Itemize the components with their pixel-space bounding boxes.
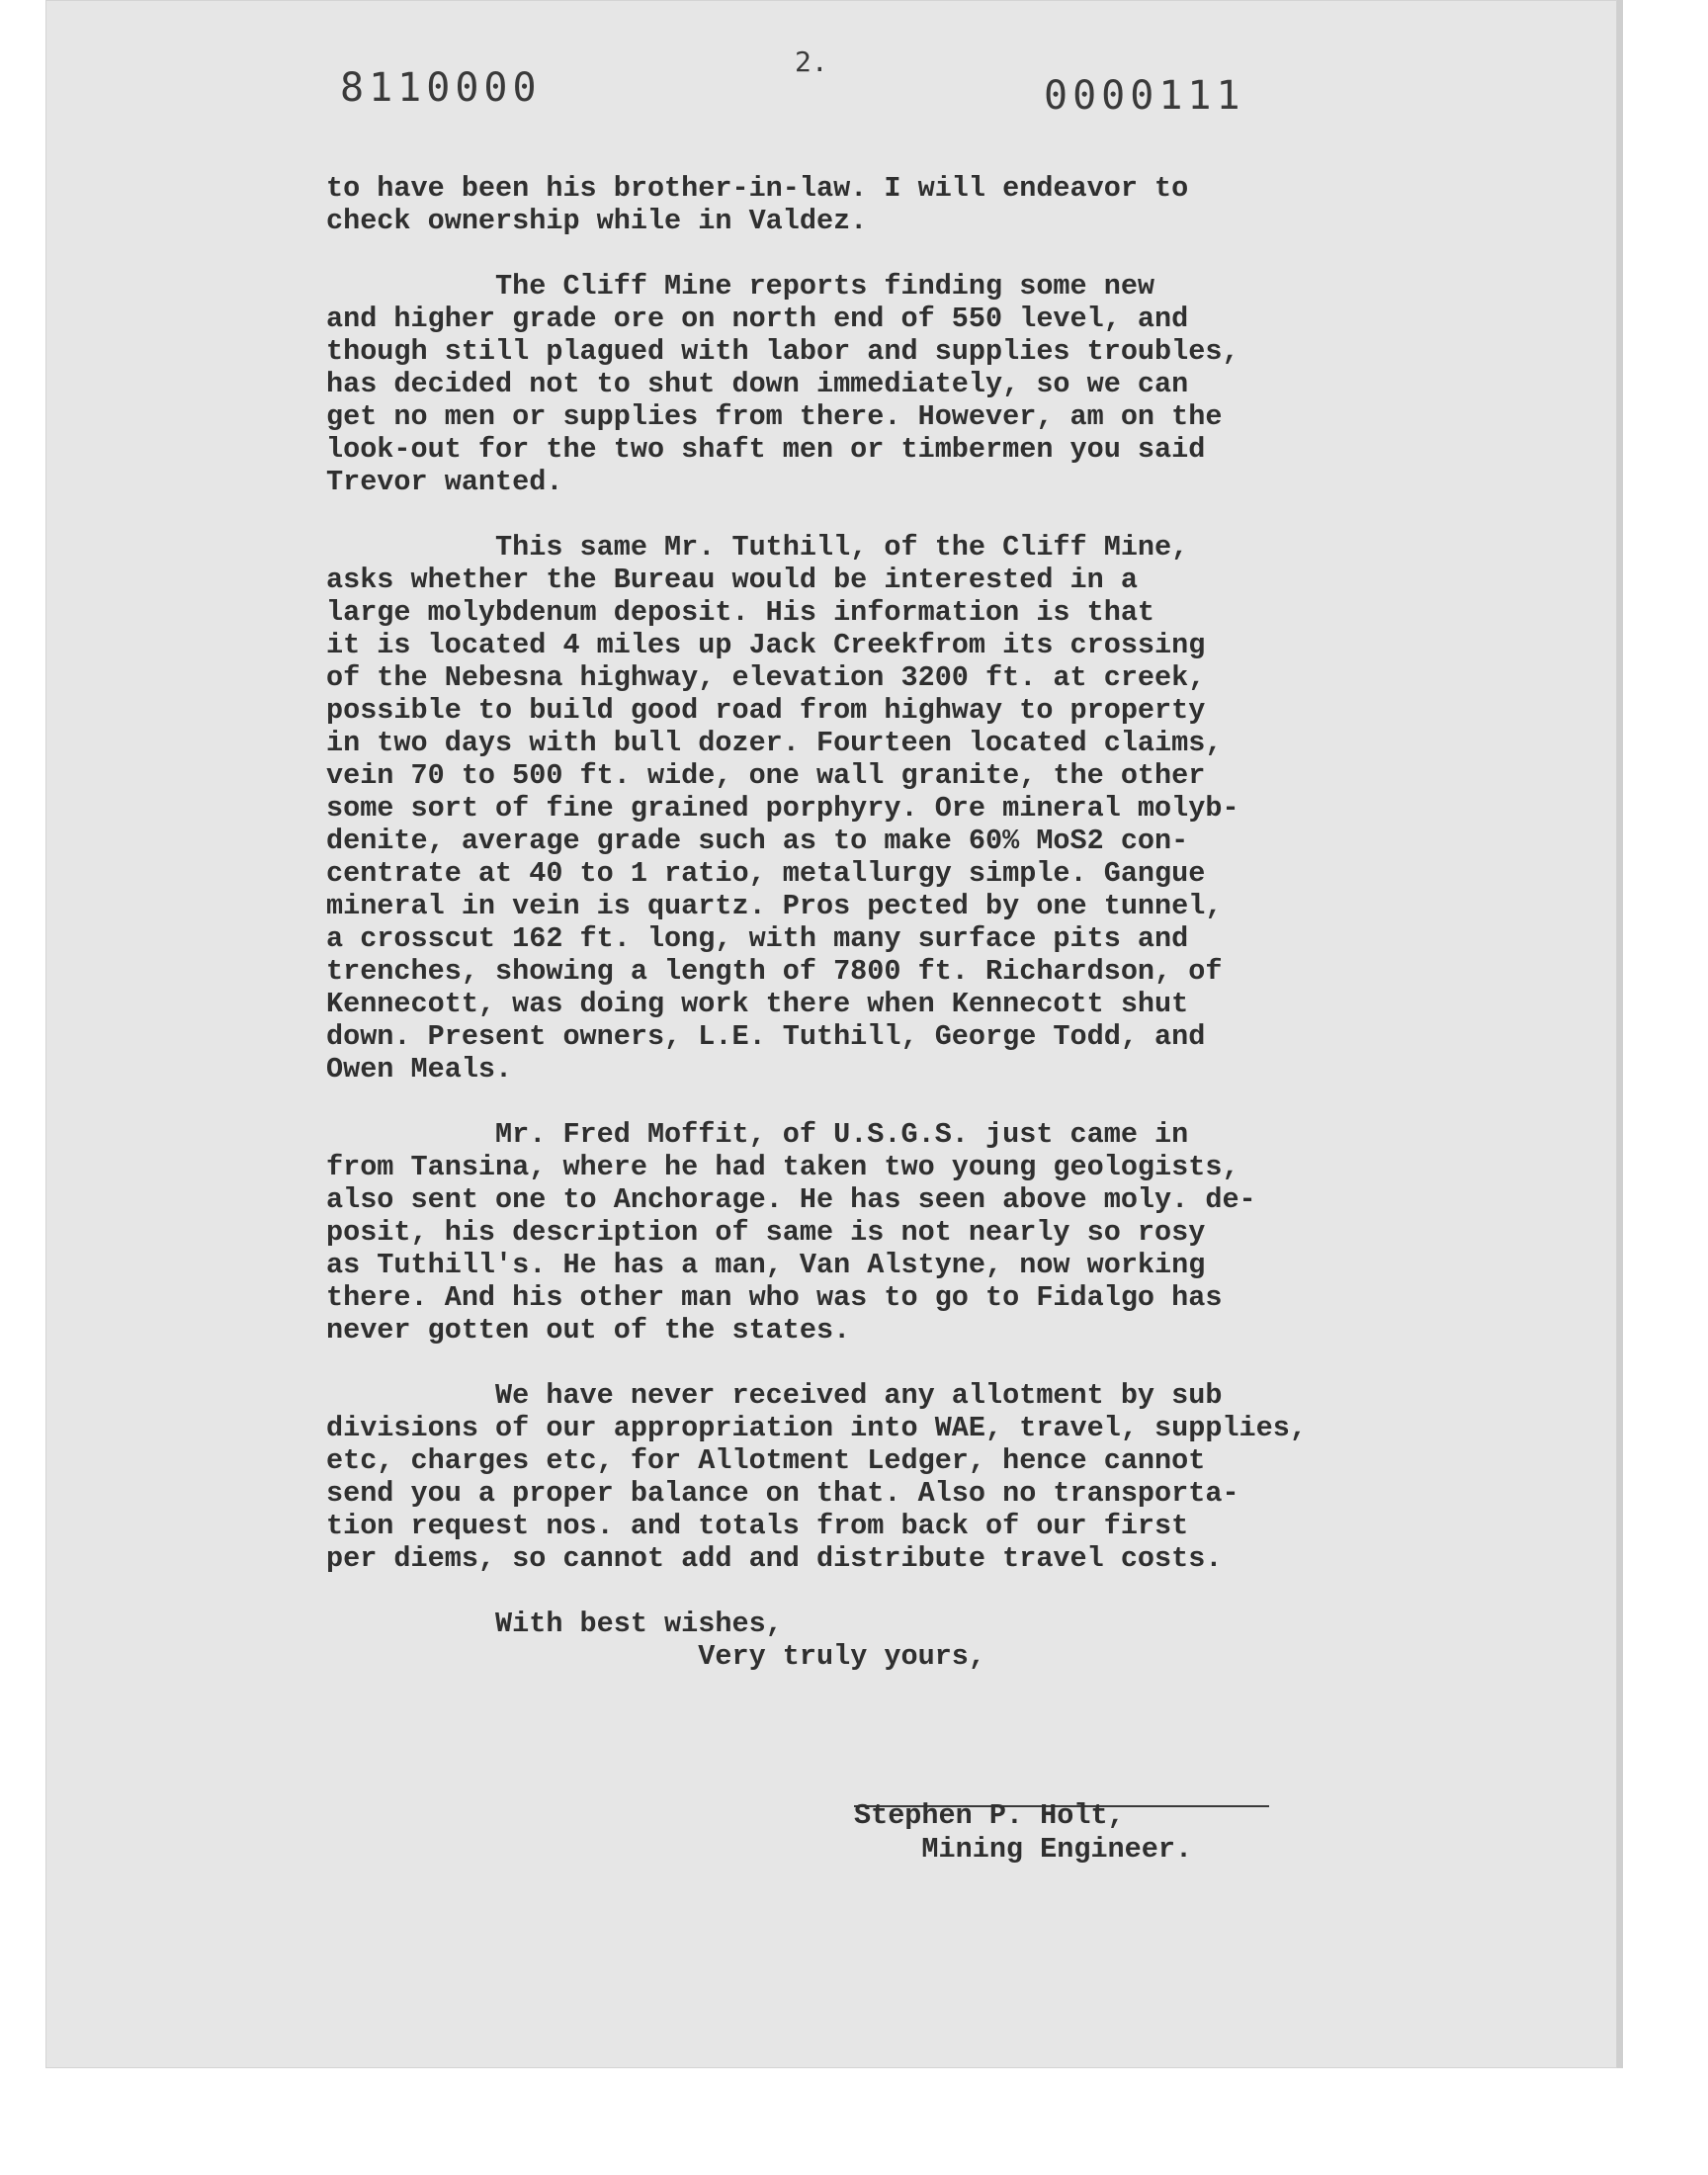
paragraph-fred-moffit: Mr. Fred Moffit, of U.S.G.S. just came in from Tansina, where he had taken two young geologists, also sent one to Anchorage. He has seen above moly. de- posit, his description of same is not nearly so rosy as Tuthill's. He has a man, Van Alstyne, now working there. And his other man who was to go to Fidalgo has never gotten out of the states. (326, 1118, 1256, 1347)
paragraph-cliff-mine: The Cliff Mine reports finding some new and higher grade ore on north end of 550 level, and though still plagued with labor and supplies troubles, has decided not to shut down immediately, so we can get no men or supplies from there. However, am on the look-out for the two shaft men or timbermen you said Trevor wanted. (326, 270, 1239, 498)
document-stamp-number-right: 0000111 (1044, 73, 1245, 119)
scan-edge (1617, 0, 1623, 2068)
page-number: 2. (795, 45, 828, 78)
letter-body (326, 172, 1453, 1673)
salutation: With best wishes, (326, 1608, 783, 1640)
paragraph-allotment: We have never received any allotment by sub divisions of our appropriation into WAE, travel, supplies, etc, charges etc, for Allotment Ledger, hence cannot send you a proper balance on that. Also no transporta- tion request nos. and totals from back of our first per diems, so cannot add and distribute travel costs. (326, 1379, 1307, 1575)
paragraph-continuation: to have been his brother-in-law. I will endeavor to check ownership while in Valdez. (326, 172, 1189, 237)
signature-block (854, 1799, 1192, 1867)
signer-name: Stephen P. Holt, (854, 1799, 1125, 1832)
document-stamp-number-left: 8110000 (340, 65, 542, 111)
complimentary-close: Very truly yours, (326, 1640, 986, 1673)
paragraph-molybdenum-deposit: This same Mr. Tuthill, of the Cliff Mine, asks whether the Bureau would be interested in a large molybdenum deposit. His information is that it is located 4 miles up Jack Creekfrom its crossing of the Nebesna highway, elevation 3200 ft. at creek, possible to build good road from highway to property in two days with bull dozer. Fourteen located claims, vein 70 to 500 ft. wide, one wall granite, the other some sort of fine grained porphyry. Ore mineral molyb- denite, average grade such as to make 60% MoS2 con- centrate at 40 to 1 ratio, metallurgy simple. Gangue mineral in vein is quartz. Pros pected by one tunnel, a crosscut 162 ft. long, with many surface pits and trenches, showing a length of 7800 ft. Richardson, of Kennecott, was doing work there when Kennecott shut down. Present owners, L.E. Tuthill, George Todd, and Owen Meals. (326, 531, 1239, 1086)
signer-title: Mining Engineer. (854, 1833, 1193, 1866)
